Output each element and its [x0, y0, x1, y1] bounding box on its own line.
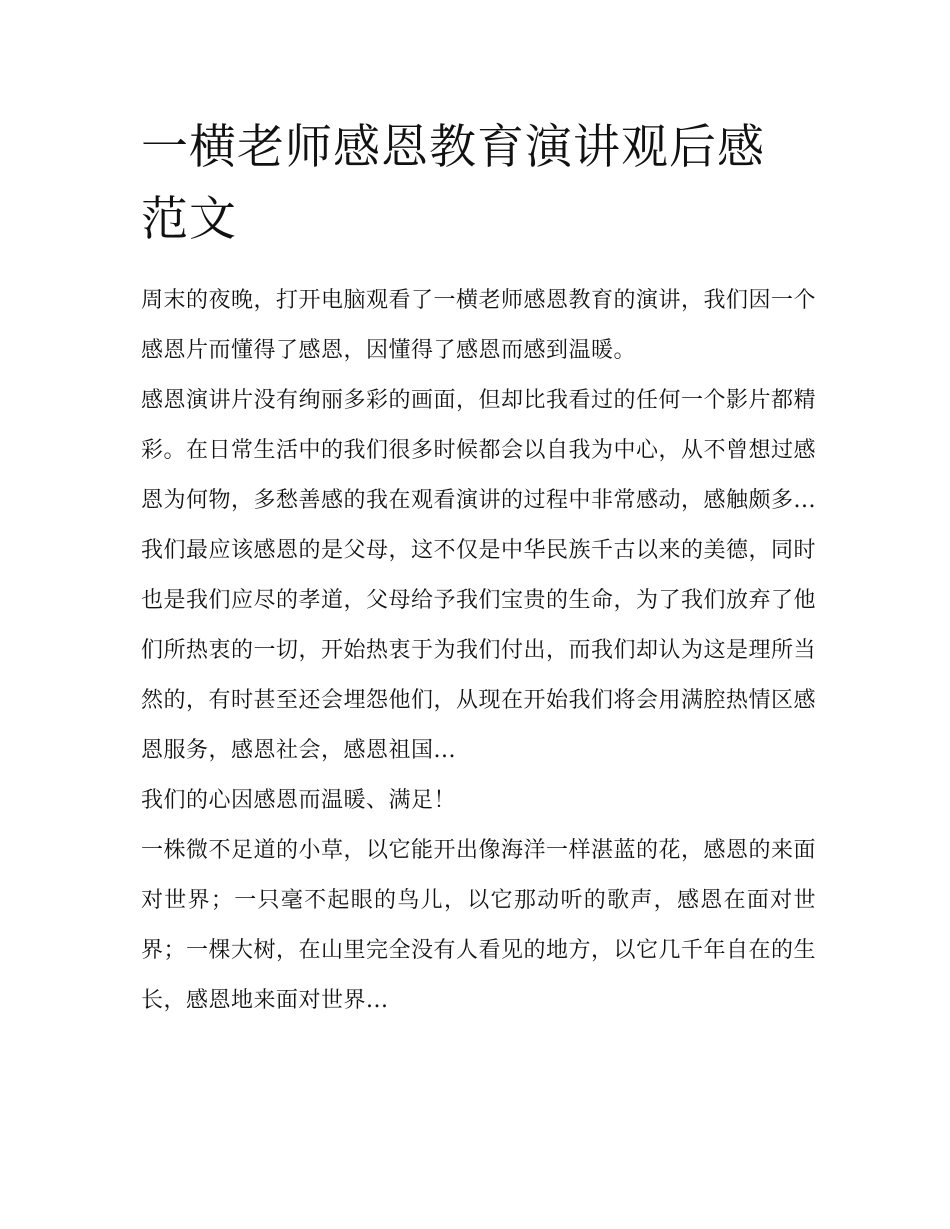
paragraph-1: 周末的夜晚，打开电脑观看了一横老师感恩教育的演讲，我们因一个感恩片而懂得了感恩，因懂得了感恩而感到温暖。 [141, 288, 817, 363]
paragraph-5: 一株微不足道的小草，以它能开出像海洋一样湛蓝的花，感恩的来面对世界；一只毫不起眼的鸟儿，以它那动听的歌声，感恩在面对世界；一棵大树，在山里完全没有人看见的地方，以它几千年自在的生长，感恩地来面对世界... [141, 838, 817, 1013]
document-body [141, 112, 816, 1026]
paragraph-3: 我们最应该感恩的是父母，这不仅是中华民族千古以来的美德，同时也是我们应尽的孝道，父母给予我们宝贵的生命，为了我们放弃了他们所热衷的一切，开始热衷于为我们付出，而我们却认为这是理所当然的，有时甚至还会埋怨他们，从现在开始我们将会用满腔热情区感恩服务，感恩社会，感恩祖国... [141, 538, 817, 763]
paragraph-4: 我们的心因感恩而温暖、满足！ [141, 788, 457, 813]
paragraph-2: 感恩演讲片没有绚丽多彩的画面，但却比我看过的任何一个影片都精彩。在日常生活中的我们很多时候都会以自我为中心，从不曾想过感恩为何物，多愁善感的我在观看演讲的过程中非常感动，感触颇多... [141, 388, 817, 513]
document-title: 一横老师感恩教育演讲观后感范文 [141, 120, 765, 247]
